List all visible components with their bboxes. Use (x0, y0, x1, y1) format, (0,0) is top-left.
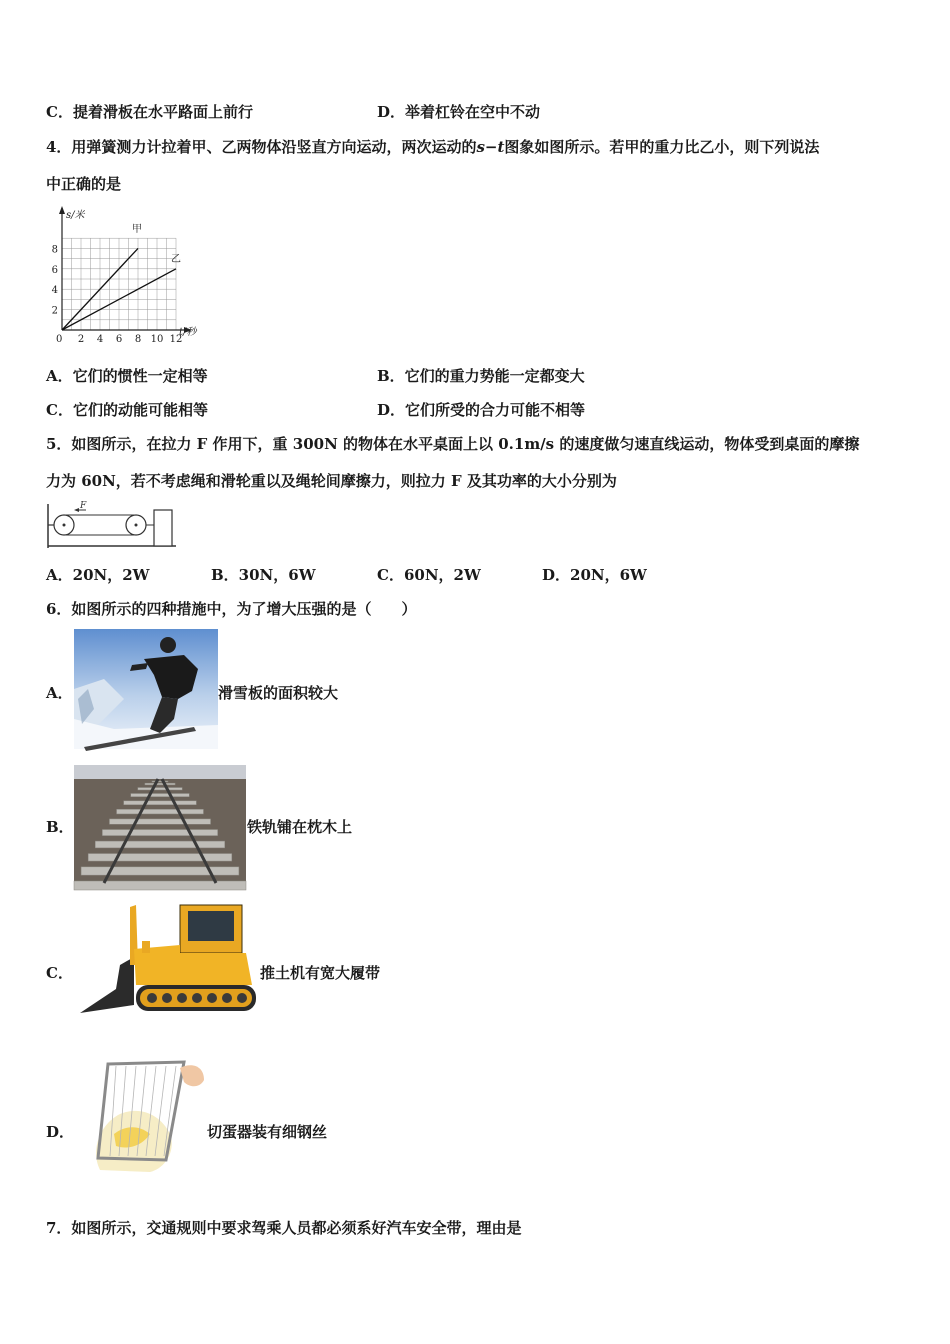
force-label: F (80, 501, 87, 511)
q3-option-c: C．提着滑板在水平路面上前行 (46, 103, 253, 121)
y-tick-label: 4 (51, 285, 58, 297)
x-tick-label: 2 (77, 334, 85, 345)
q5-stem-line2: 力为 60N，若不考虑绳和滑轮重以及绳轮间摩擦力，则拉力 F 及其功率的大小分别为 (46, 472, 617, 490)
q5-option-b: B．30N，6W (211, 566, 316, 584)
q7-stem: 7．如图所示，交通规则中要求驾乘人员都必须系好汽车安全带，理由是 (46, 1219, 522, 1237)
q5-option-a: A．20N，2W (46, 566, 150, 584)
q6-option-c-letter: C． (46, 964, 73, 982)
railway-photo (74, 765, 246, 883)
q4-option-d: D．它们所受的合力可能不相等 (377, 401, 586, 419)
track-wheel-icon (147, 993, 157, 1003)
track-wheel-icon (192, 993, 202, 1003)
q6-option-d-text: 切蛋器装有细钢丝 (207, 1123, 328, 1141)
chart-ylabel: s/米 (66, 210, 85, 221)
sleeper (102, 830, 217, 836)
sleeper (95, 841, 224, 848)
q4-stem-pre: 4．用弹簧测力计拉着甲、乙两物体沿竖直方向运动，两次运动的 (46, 138, 477, 156)
track-wheel-icon (222, 993, 232, 1003)
track-wheel-icon (177, 993, 187, 1003)
q6-option-d-letter: D． (46, 1123, 75, 1141)
bulldozer-photo (76, 901, 258, 1017)
sleeper (74, 881, 246, 890)
sleeper (152, 781, 168, 782)
q5-pulley-figure (46, 501, 176, 550)
x-tick-label: 12 (169, 334, 183, 345)
x-tick-label: 6 (115, 334, 123, 345)
block (154, 510, 172, 546)
q6-option-b-letter: B． (46, 818, 74, 836)
cab-window (188, 911, 234, 941)
q6-stem: 6．如图所示的四种措施中，为了增大压强的是（ ） (46, 600, 417, 618)
track-wheel-icon (237, 993, 247, 1003)
q4-stem-line2: 中正确的是 (46, 175, 122, 193)
x-tick-label: 8 (134, 334, 142, 345)
sleeper (138, 788, 182, 790)
q4-option-a: A．它们的惯性一定相等 (46, 367, 208, 385)
sleeper (124, 801, 197, 805)
egg-slicer-photo (80, 1054, 206, 1178)
y-tick-label: 8 (51, 244, 58, 256)
q6-option-a-letter: A． (46, 684, 73, 702)
q5-option-c: C．60N，2W (377, 566, 481, 584)
line-label-jia: 甲 (132, 224, 142, 235)
sleeper (117, 809, 204, 814)
y-tick-label: 6 (51, 264, 58, 276)
q4-option-c: C．它们的动能可能相等 (46, 401, 208, 419)
helmet-icon (160, 637, 176, 653)
y-axis-arrow-icon (59, 206, 65, 214)
q4-option-b: B．它们的重力势能一定都变大 (377, 367, 585, 385)
q4-stem-var: s−t (476, 138, 505, 156)
line-label-yi: 乙 (171, 254, 181, 265)
sleeper (88, 854, 232, 862)
chart-origin-label: 0 (56, 334, 63, 345)
q3-option-d: D．举着杠铃在空中不动 (377, 103, 541, 121)
q6-option-b-text: 铁轨铺在枕木上 (247, 818, 353, 836)
pulley-right-axle (135, 524, 138, 527)
q6-option-c-text: 推土机有宽大履带 (260, 964, 381, 982)
chart-grid (62, 238, 176, 330)
track-wheel-icon (207, 993, 217, 1003)
force-arrowhead-icon (74, 508, 79, 512)
sleeper (131, 794, 190, 797)
x-tick-label: 4 (96, 334, 104, 345)
blade (80, 957, 134, 1013)
track-wheel-icon (162, 993, 172, 1003)
q5-stem-line1: 5．如图所示，在拉力 F 作用下，重 300N 的物体在水平桌面上以 0.1m/s 的速度做匀速直线运动，物体受到桌面的摩擦 (46, 435, 860, 453)
sleeper (109, 819, 210, 824)
q4-st-chart (40, 206, 200, 345)
q4-stem-line1 (46, 137, 819, 157)
sleeper (81, 867, 239, 875)
q4-stem-post: 图象如图所示。若甲的重力比乙小，则下列说法 (504, 138, 820, 156)
sleeper (145, 783, 175, 785)
chart-xlabel: t/秒 (179, 327, 197, 338)
q6-option-a-text: 滑雪板的面积较大 (218, 684, 339, 702)
finger (180, 1065, 204, 1086)
q5-option-d: D．20N，6W (542, 566, 647, 584)
snowboarder-photo (74, 629, 218, 749)
pulley-left-axle (63, 524, 66, 527)
x-tick-label: 10 (150, 334, 164, 345)
y-tick-label: 2 (51, 305, 58, 317)
